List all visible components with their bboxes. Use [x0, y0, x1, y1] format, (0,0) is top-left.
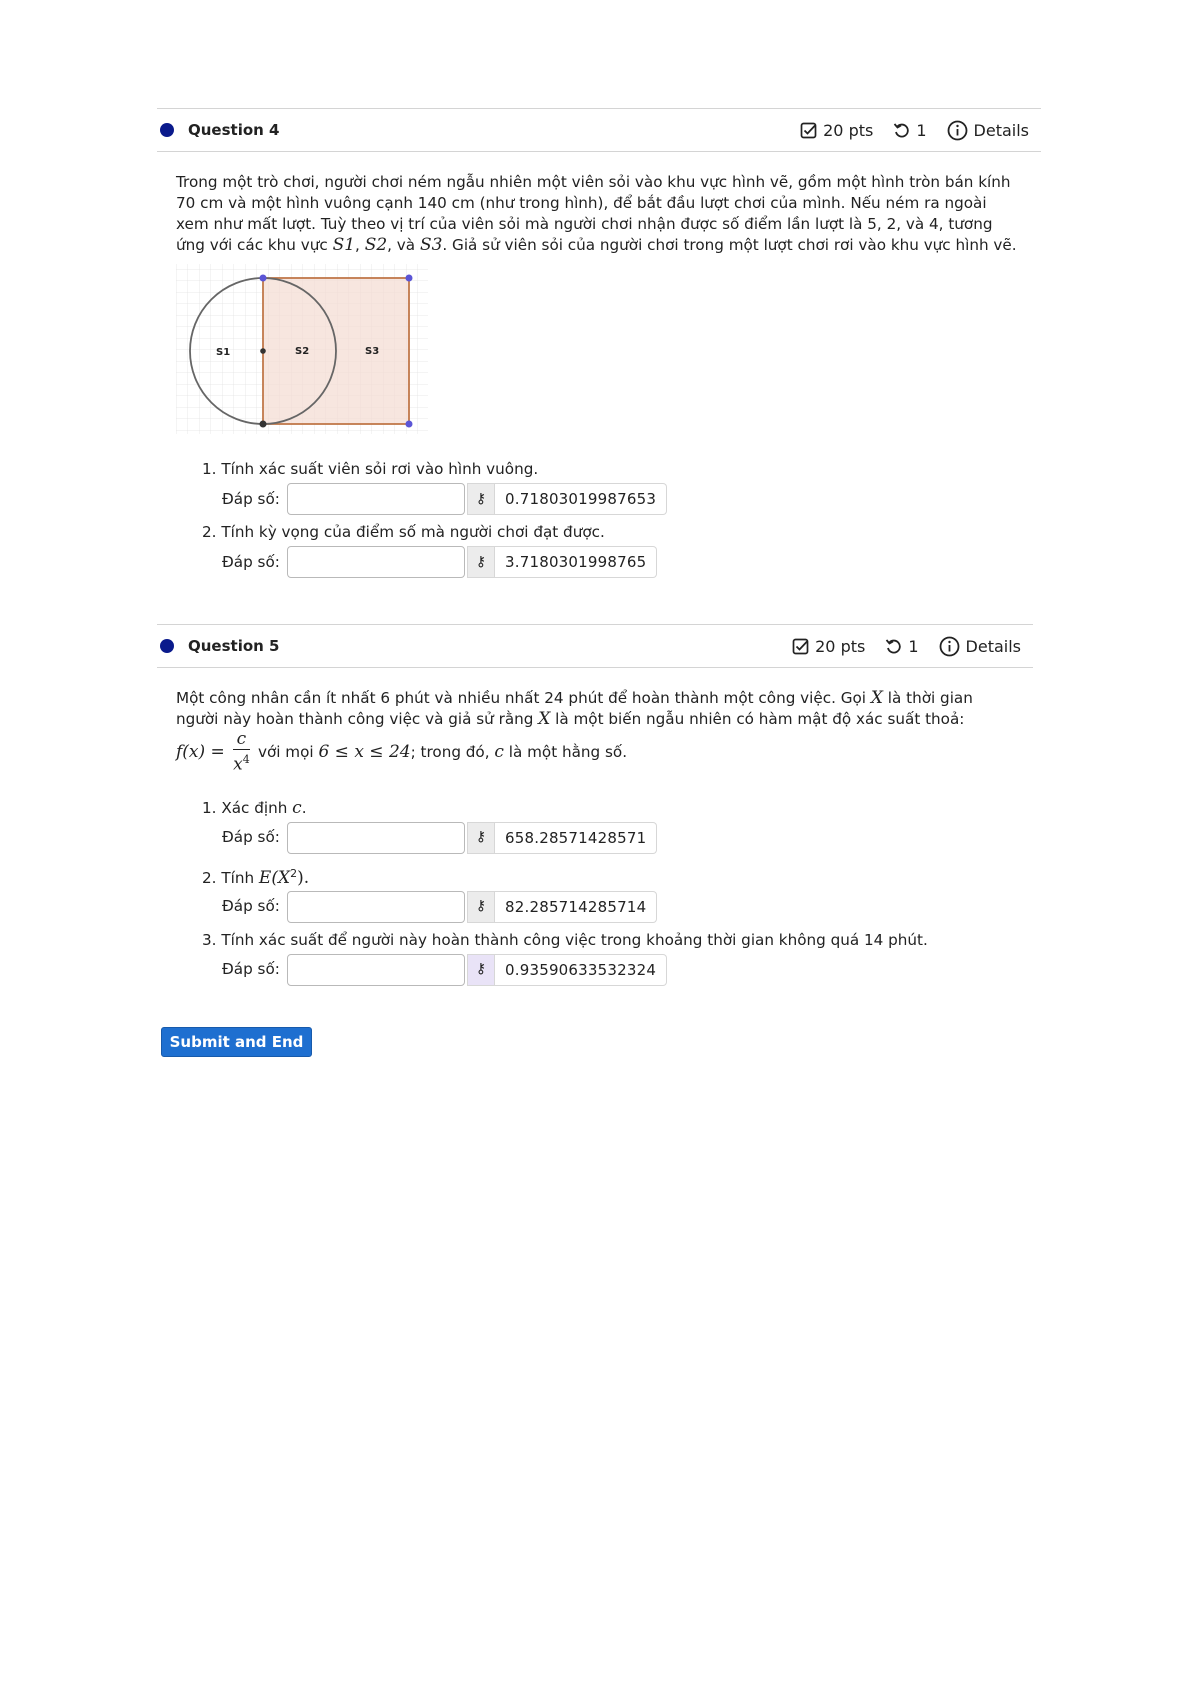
answer-label: Đáp số:: [222, 897, 280, 916]
figure-label-s1: S1: [216, 347, 231, 358]
part-prompt: 1. Xác định c.: [202, 797, 307, 818]
attempts-text: 1: [916, 120, 927, 140]
details-link[interactable]: Details: [973, 120, 1029, 140]
retry-icon[interactable]: [893, 122, 910, 139]
answer-label: Đáp số:: [222, 552, 280, 571]
question-title-text: Question 5: [188, 637, 280, 655]
part-1: [202, 795, 1015, 855]
checkbox-icon: [792, 638, 809, 655]
points-text: 20 pts: [815, 636, 866, 656]
part-prompt: 2. Tính kỳ vọng của điểm số mà người chơi đạt được.: [202, 523, 605, 541]
answer-row: [202, 821, 1015, 855]
diagram-figure: [176, 264, 428, 434]
question-meta: [800, 120, 1041, 141]
formula-fraction: $\frac{c}{x^4}$: [233, 729, 250, 775]
part-3: [202, 927, 1015, 987]
key-icon[interactable]: ⚷: [467, 891, 495, 923]
part-prompt: 1. Tính xác suất viên sỏi rơi vào hình vuông.: [202, 460, 539, 478]
shown-answer: 658.28571428571: [495, 822, 657, 854]
answer-input[interactable]: [287, 891, 465, 923]
part-prompt: 2. Tính $E(X^2)$.: [202, 866, 310, 888]
part-2: [202, 858, 1015, 924]
shown-answer: 0.93590633532324: [495, 954, 667, 986]
figure-label-s2: S2: [295, 346, 310, 357]
answer-label: Đáp số:: [222, 960, 280, 979]
answer-row: [202, 953, 1015, 987]
key-icon[interactable]: ⚷: [467, 483, 495, 515]
answer-row: [202, 890, 1015, 924]
part-1: [202, 456, 1023, 516]
retry-icon[interactable]: [885, 638, 902, 655]
question-title: [157, 637, 280, 655]
key-icon[interactable]: ⚷: [467, 822, 495, 854]
answer-row: [202, 482, 1023, 516]
question-text: Trong một trò chơi, người chơi ném ngẫu nhiên một viên sỏi vào khu vực hình vẽ, gồm một hình tròn bán kính 70 cm và một hình vuông cạnh 140 cm (như trong hình), để bắt đầu lượt chơi của mình. Nếu ném ra ngoài xem như mất lượt. Tuỳ theo vị trí của viên sỏi mà người chơi nhận được số điểm lần lượt là 5, 2, và 4, tương ứng với các khu vực S1, S2, và S3. Giả sử viên sỏi của người chơi trong một lượt chơi rơi vào khu vực hình vẽ.: [176, 173, 1017, 255]
answer-input[interactable]: [287, 483, 465, 515]
question-header: [157, 624, 1033, 668]
info-icon[interactable]: [939, 636, 960, 657]
answer-input[interactable]: [287, 954, 465, 986]
question-text: Một công nhân cần ít nhất 6 phút và nhiều nhất 24 phút để hoàn thành một công việc. Gọi X là thời gian người này hoàn thành công việc và giả sử rằng X là một biến ngẫu nhiên có hàm mật độ xác suất thoả: f(x) = $\frac{c}{x^4}$ với mọi 6 ≤ x ≤ 24; trong đó, c là một hằng số.: [176, 688, 973, 775]
figure-label-s3: S3: [365, 346, 380, 357]
answer-label: Đáp số:: [222, 828, 280, 847]
status-dot-icon: [160, 639, 174, 653]
shown-answer: 82.285714285714: [495, 891, 657, 923]
question-body: [157, 152, 1041, 579]
attempts-text: 1: [908, 636, 919, 656]
info-icon[interactable]: [947, 120, 968, 141]
answer-input[interactable]: [287, 822, 465, 854]
key-icon[interactable]: ⚷: [467, 546, 495, 578]
key-icon[interactable]: ⚷: [467, 954, 495, 986]
shown-answer: 0.71803019987653: [495, 483, 667, 515]
answer-label: Đáp số:: [222, 489, 280, 508]
shown-answer: 3.7180301998765: [495, 546, 657, 578]
part-prompt: 3. Tính xác suất để người này hoàn thành công việc trong khoảng thời gian không quá 14 phút.: [202, 930, 928, 949]
status-dot-icon: [160, 123, 174, 137]
formula: f(x) =: [176, 741, 225, 762]
question-body: [157, 668, 1033, 987]
answer-row: [202, 545, 1023, 579]
question-title-text: Question 4: [188, 121, 280, 139]
details-link[interactable]: Details: [965, 636, 1021, 656]
submit-and-end-button[interactable]: Submit and End: [161, 1027, 312, 1057]
part-2: [202, 519, 1023, 579]
question-parts: [176, 456, 1023, 579]
question-5: [157, 624, 1033, 990]
question-parts: [176, 795, 1015, 987]
question-meta: [792, 636, 1033, 657]
checkbox-icon: [800, 122, 817, 139]
question-title: [157, 121, 280, 139]
answer-input[interactable]: [287, 546, 465, 578]
points-text: 20 pts: [823, 120, 874, 140]
question-header: [157, 108, 1041, 152]
question-4: [157, 108, 1041, 582]
